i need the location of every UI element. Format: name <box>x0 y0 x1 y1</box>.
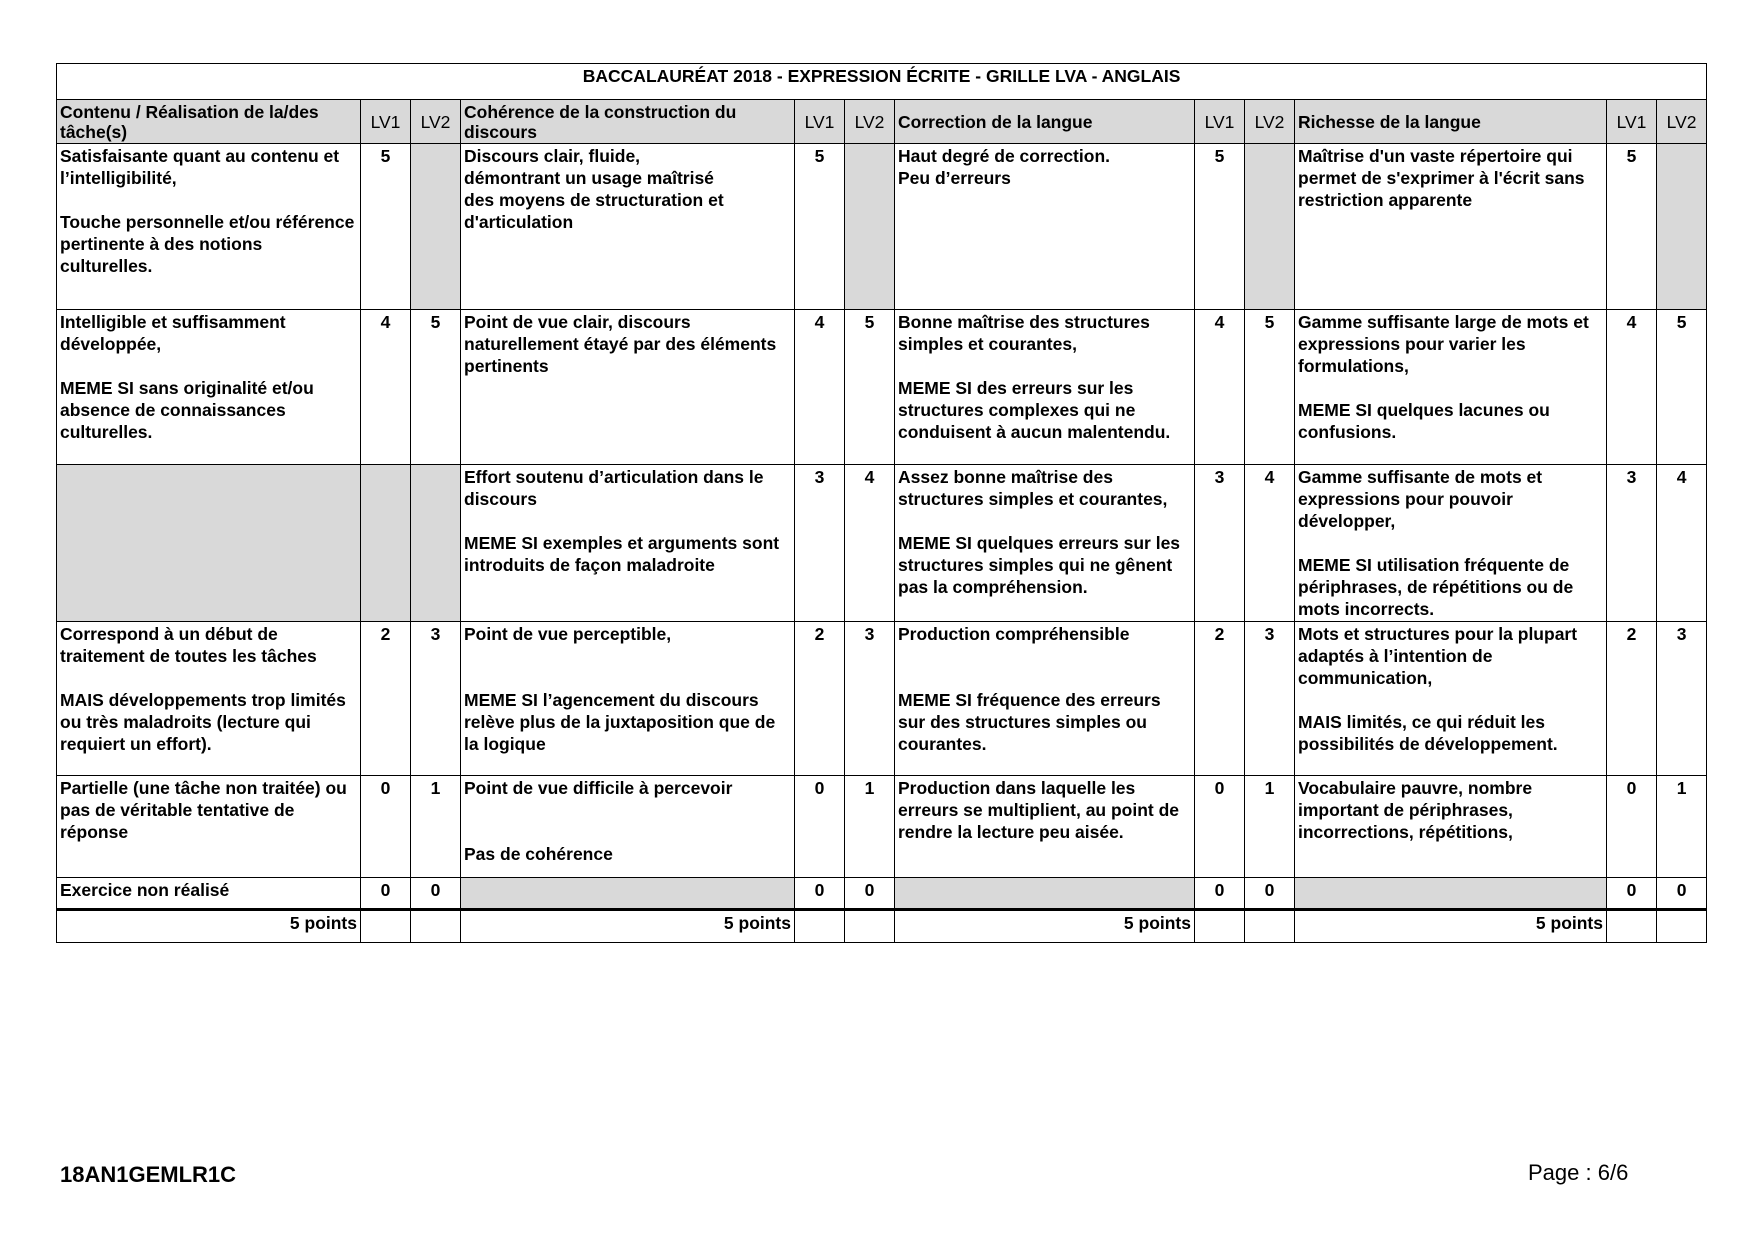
score-lv1: 5 <box>1607 144 1657 310</box>
points-lv2-empty <box>1657 910 1707 943</box>
header-lv2: LV2 <box>1245 100 1295 144</box>
header-correction: Correction de la langue <box>895 100 1195 144</box>
score-lv2 <box>411 465 461 622</box>
score-lv1: 2 <box>1607 622 1657 776</box>
score-lv1: 0 <box>1607 776 1657 878</box>
cell-correction: Bonne maîtrise des structures simples et courantes, MEME SI des erreurs sur les structures complexes qui ne conduisent à aucun malentendu. <box>895 310 1195 465</box>
header-lv1: LV1 <box>1607 100 1657 144</box>
score-lv2: 4 <box>845 465 895 622</box>
score-lv2: 0 <box>1245 878 1295 910</box>
points-label: 5 points <box>1295 910 1607 943</box>
cell-coherence: Effort soutenu d’articulation dans le discours MEME SI exemples et arguments sont introduits de façon maladroite <box>461 465 795 622</box>
cell-richesse: Mots et structures pour la plupart adaptés à l’intention de communication, MAIS limités, ce qui réduit les possibilités de développement. <box>1295 622 1607 776</box>
score-lv1: 4 <box>1607 310 1657 465</box>
score-lv1: 0 <box>361 878 411 910</box>
cell-correction: Production compréhensible MEME SI fréquence des erreurs sur des structures simples ou courantes. <box>895 622 1195 776</box>
table-row <box>57 622 1707 776</box>
document-code: 18AN1GEMLR1C <box>60 1162 237 1187</box>
points-row <box>57 910 1707 943</box>
points-lv1-empty <box>795 910 845 943</box>
score-lv2: 0 <box>845 878 895 910</box>
table-row <box>57 776 1707 878</box>
cell-coherence: Point de vue clair, discours naturellement étayé par des éléments pertinents <box>461 310 795 465</box>
cell-contenu: Intelligible et suffisamment développée, MEME SI sans originalité et/ou absence de connaissances culturelles. <box>57 310 361 465</box>
score-lv1: 2 <box>1195 622 1245 776</box>
points-lv1-empty <box>1607 910 1657 943</box>
score-lv1: 3 <box>795 465 845 622</box>
cell-correction: Production dans laquelle les erreurs se multiplient, au point de rendre la lecture peu aisée. <box>895 776 1195 878</box>
score-lv1: 0 <box>361 776 411 878</box>
score-lv2: 5 <box>411 310 461 465</box>
cell-coherence: Point de vue difficile à percevoir Pas de cohérence <box>461 776 795 878</box>
cell-richesse: Maîtrise d'un vaste répertoire qui permet de s'exprimer à l'écrit sans restriction apparente <box>1295 144 1607 310</box>
score-lv1: 2 <box>795 622 845 776</box>
header-coherence: Cohérence de la construction du discours <box>461 100 795 144</box>
points-lv1-empty <box>361 910 411 943</box>
score-lv1: 4 <box>795 310 845 465</box>
score-lv2 <box>1245 144 1295 310</box>
cell-coherence <box>461 878 795 910</box>
header-lv1: LV1 <box>1195 100 1245 144</box>
points-lv2-empty <box>1245 910 1295 943</box>
score-lv2: 3 <box>1657 622 1707 776</box>
score-lv1: 4 <box>361 310 411 465</box>
cell-richesse <box>1295 878 1607 910</box>
table-row <box>57 878 1707 910</box>
header-richesse: Richesse de la langue <box>1295 100 1607 144</box>
score-lv2: 1 <box>1657 776 1707 878</box>
score-lv2: 4 <box>1657 465 1707 622</box>
score-lv2: 1 <box>411 776 461 878</box>
score-lv2: 0 <box>411 878 461 910</box>
score-lv2: 5 <box>1657 310 1707 465</box>
points-label: 5 points <box>895 910 1195 943</box>
points-lv2-empty <box>411 910 461 943</box>
grid-title: BACCALAURÉAT 2018 - EXPRESSION ÉCRITE - GRILLE LVA - ANGLAIS <box>57 64 1707 100</box>
header-lv1: LV1 <box>795 100 845 144</box>
points-lv1-empty <box>1195 910 1245 943</box>
score-lv1: 3 <box>1607 465 1657 622</box>
score-lv2: 1 <box>1245 776 1295 878</box>
score-lv1: 0 <box>1195 878 1245 910</box>
score-lv2 <box>1657 144 1707 310</box>
cell-correction: Assez bonne maîtrise des structures simples et courantes, MEME SI quelques erreurs sur les structures simples qui ne gênent pas la compréhension. <box>895 465 1195 622</box>
cell-contenu: Satisfaisante quant au contenu et l’intelligibilité, Touche personnelle et/ou référence pertinente à des notions culturelles. <box>57 144 361 310</box>
score-lv2: 3 <box>411 622 461 776</box>
cell-contenu <box>57 465 361 622</box>
points-lv2-empty <box>845 910 895 943</box>
cell-contenu: Exercice non réalisé <box>57 878 361 910</box>
cell-correction: Haut degré de correction. Peu d’erreurs <box>895 144 1195 310</box>
cell-correction <box>895 878 1195 910</box>
points-label: 5 points <box>461 910 795 943</box>
table-row <box>57 465 1707 622</box>
points-label: 5 points <box>57 910 361 943</box>
score-lv2 <box>411 144 461 310</box>
score-lv1 <box>361 465 411 622</box>
score-lv1: 3 <box>1195 465 1245 622</box>
score-lv1: 5 <box>361 144 411 310</box>
score-lv1: 4 <box>1195 310 1245 465</box>
score-lv2: 5 <box>845 310 895 465</box>
score-lv1: 0 <box>1607 878 1657 910</box>
table-row <box>57 310 1707 465</box>
cell-richesse: Gamme suffisante de mots et expressions pour pouvoir développer, MEME SI utilisation fréquente de périphrases, de répétitions ou de mots incorrects. <box>1295 465 1607 622</box>
cell-contenu: Partielle (une tâche non traitée) ou pas de véritable tentative de réponse <box>57 776 361 878</box>
cell-richesse: Gamme suffisante large de mots et expressions pour varier les formulations, MEME SI quelques lacunes ou confusions. <box>1295 310 1607 465</box>
cell-coherence: Point de vue perceptible, MEME SI l’agencement du discours relève plus de la juxtaposition que de la logique <box>461 622 795 776</box>
cell-coherence: Discours clair, fluide, démontrant un usage maîtrisé des moyens de structuration et d'articulation <box>461 144 795 310</box>
page-number: Page : 6/6 <box>1528 1160 1629 1185</box>
header-lv2: LV2 <box>411 100 461 144</box>
score-lv2: 4 <box>1245 465 1295 622</box>
table-row <box>57 144 1707 310</box>
score-lv1: 0 <box>795 776 845 878</box>
header-lv2: LV2 <box>845 100 895 144</box>
header-lv1: LV1 <box>361 100 411 144</box>
score-lv1: 5 <box>795 144 845 310</box>
score-lv2: 5 <box>1245 310 1295 465</box>
score-lv2: 3 <box>1245 622 1295 776</box>
header-contenu: Contenu / Réalisation de la/des tâche(s) <box>57 100 361 144</box>
header-lv2: LV2 <box>1657 100 1707 144</box>
score-lv2: 0 <box>1657 878 1707 910</box>
score-lv2: 1 <box>845 776 895 878</box>
cell-contenu: Correspond à un début de traitement de toutes les tâches MAIS développements trop limités ou très maladroits (lecture qui requiert un effort). <box>57 622 361 776</box>
score-lv1: 2 <box>361 622 411 776</box>
score-lv2: 3 <box>845 622 895 776</box>
score-lv1: 0 <box>795 878 845 910</box>
score-lv1: 5 <box>1195 144 1245 310</box>
score-lv2 <box>845 144 895 310</box>
grading-grid-table <box>56 63 1707 943</box>
score-lv1: 0 <box>1195 776 1245 878</box>
cell-richesse: Vocabulaire pauvre, nombre important de périphrases, incorrections, répétitions, <box>1295 776 1607 878</box>
